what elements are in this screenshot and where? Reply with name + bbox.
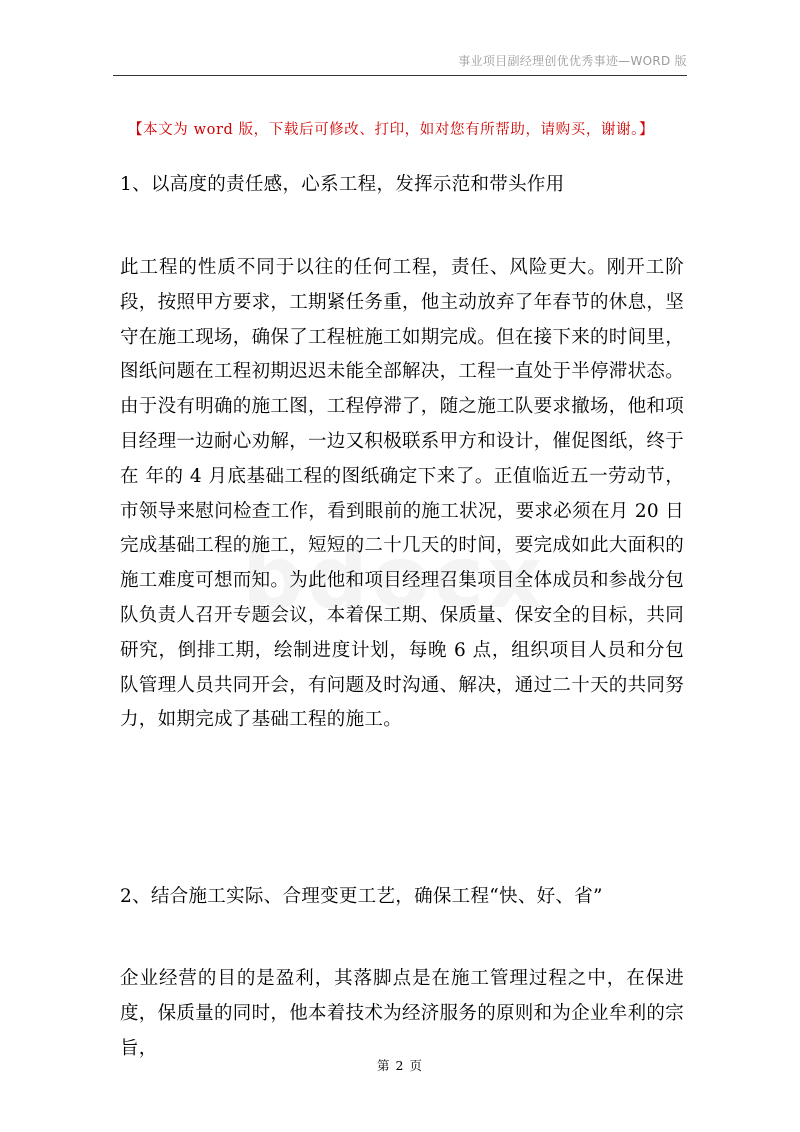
purchase-notice: 【本文为 word 版，下载后可修改、打印，如对您有所帮助，请购买，谢谢。】 xyxy=(128,122,655,138)
section-heading-text: 1、以高度的责任感，心系工程，发挥示范和带头作用 xyxy=(120,174,565,195)
section-paragraph: 企业经营的目的是盈利，其落脚点是在施工管理过程之中，在保进度，保质量的同时，他本着技术为经济服务的原则和为企业牟利的宗旨， xyxy=(120,968,685,1059)
section-1-body xyxy=(120,251,684,738)
section-heading-text: 2、结合施工实际、合理变更工艺，确保工程“快、好、省” xyxy=(120,886,603,907)
page-number: 第 2 页 xyxy=(377,1058,423,1073)
section-2-heading xyxy=(120,880,684,915)
section-1-heading xyxy=(120,168,684,203)
header-title: 事业项目副经理创优优秀事迹—WORD 版 xyxy=(458,54,687,68)
section-paragraph: 此工程的性质不同于以往的任何工程，责任、风险更大。刚开工阶段，按照甲方要求，工期紧任务重，他主动放弃了年春节的休息，坚守在施工现场，确保了工程桩施工如期完成。但在接下来的时间里，图纸问题在工程初期迟迟未能全部解决，工程一直处于半停滞状态。由于没有明确的施工图，工程停滞了，随之施工队要求撤场，他和项目经理一边耐心劝解，一边又积极联系甲方和设计，催促图纸，终于在 年的 4 月底基础工程的图纸确定下来了。正值临近五一劳动节，市领导来慰问检查工作，看到眼前的施工状况，要求必须在月 20 日完成基础工程的施工，短短的二十几天的时间，要完成如此大面积的施工难度可想而知。为此他和项目经理召集项目全体成员和参战分包队负责人召开专题会议，本着保工期、保质量、保安全的目标，共同研究，倒排工期，绘制进度计划，每晚 6 点，组织项目人员和分包队管理人员共同开会，有问题及时沟通、解决，通过二十天的共同努力，如期完成了基础工程的施工。 xyxy=(120,257,685,731)
header-divider xyxy=(113,75,687,76)
section-2-body xyxy=(120,962,684,1066)
